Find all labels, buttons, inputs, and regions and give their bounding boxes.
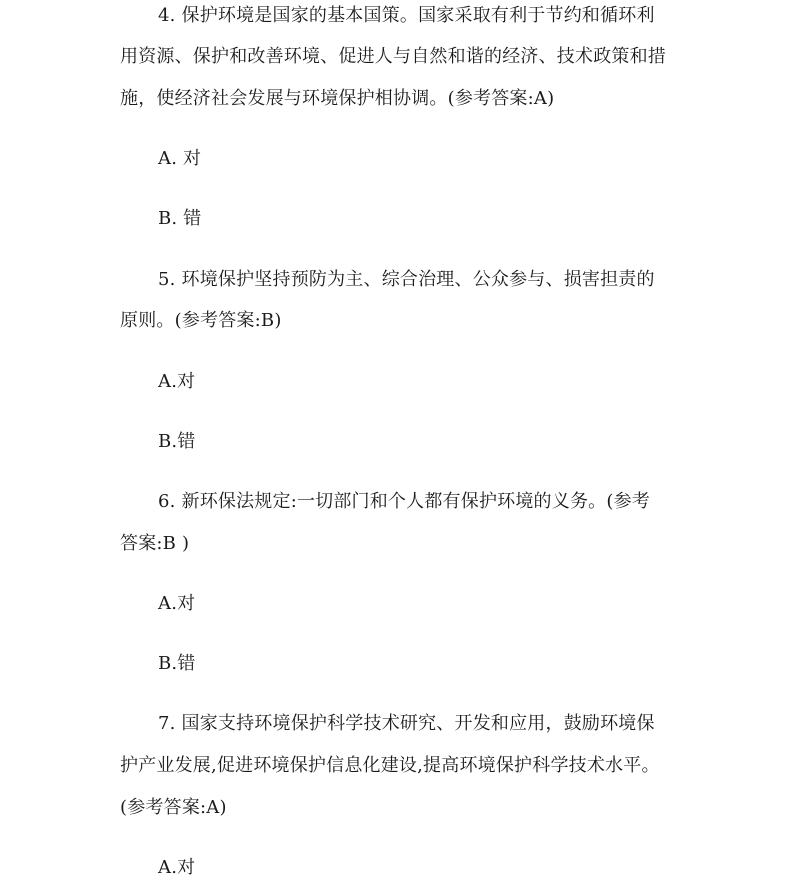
question-5-line-2: 原则。(参考答案:B) <box>120 310 282 331</box>
question-7-option-a: A.对 <box>158 857 196 878</box>
question-6-option-a: A.对 <box>158 593 196 614</box>
question-7-line-3: (参考答案:A) <box>120 797 227 818</box>
question-4-line-2: 用资源、保护和改善环境、促进人与自然和谐的经济、技术政策和措 <box>120 46 666 67</box>
question-6-option-b: B.错 <box>158 653 196 674</box>
question-5-option-b: B.错 <box>158 431 196 452</box>
question-7-line-2: 护产业发展,促进环境保护信息化建设,提高环境保护科学技术水平。 <box>120 755 660 776</box>
question-7-line-1: 7. 国家支持环境保护科学技术研究、开发和应用，鼓励环境保 <box>158 713 655 734</box>
question-5-option-a: A.对 <box>158 371 196 392</box>
question-6-line-2: 答案:B ) <box>120 533 190 554</box>
question-6-line-1: 6. 新环保法规定:一切部门和个人都有保护环境的义务。(参考 <box>158 491 650 512</box>
question-4-option-b: B. 错 <box>158 208 202 229</box>
question-5-line-1: 5. 环境保护坚持预防为主、综合治理、公众参与、损害担责的 <box>158 269 655 290</box>
question-4-line-3: 施，使经济社会发展与环境保护相协调。(参考答案:A) <box>120 88 555 109</box>
question-4-line-1: 4. 保护环境是国家的基本国策。国家采取有利于节约和循环利 <box>158 5 655 26</box>
question-4-option-a: A. 对 <box>158 148 202 169</box>
